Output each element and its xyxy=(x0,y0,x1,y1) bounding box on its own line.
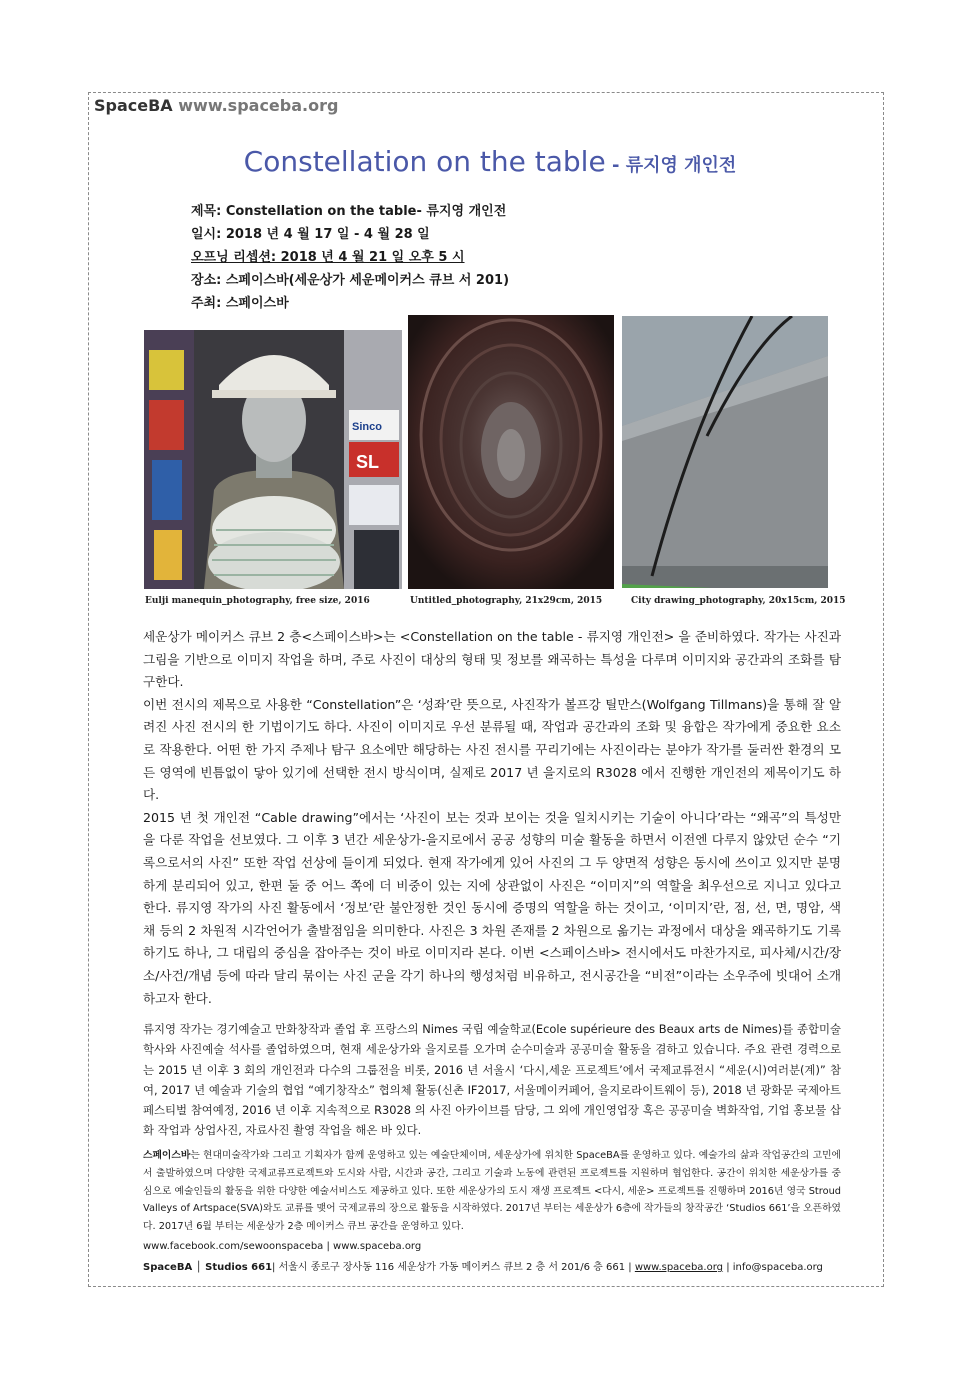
paragraph-constellation: 이번 전시의 제목으로 사용한 “Constellation”은 ‘성좌’란 뜻으로, 사진작가 볼프강 틸만스(Wolfgang Tillmans)을 통해 잘 알려진 사진 전시의 한 기법이기도 하다. 사진이 이미지로 우선 분류될 때, 작업과 공간과의 조화 및 융합은 작가에게 중요한 요소로 작용한다. 어떤 한 가지 주제나 탐구 요소에만 해당하는 사진 전시를 꾸리기에는 사진이라는 분야가 작가를 둘러싼 환경의 모든 영역에 빈틈없이 닿아 있기에 선택한 전시 방식이며, 실제로 2017 년 을지로의 R3028 에서 진행한 개인전의 제목이기도 하다. xyxy=(143,696,841,803)
about-spaceba xyxy=(143,1147,841,1236)
title-sub: - 류지영 개인전 xyxy=(605,155,737,176)
exhibition-info xyxy=(191,200,509,315)
info-venue: 장소: 스페이스바(세운상가 세운메이커스 큐브 서 201) xyxy=(191,273,510,288)
about-lead: 스페이스바 xyxy=(143,1150,191,1161)
header-brand: SpaceBA xyxy=(94,96,173,115)
photo-city-drawing xyxy=(622,316,828,588)
sign-sinco: Sinco xyxy=(352,421,382,433)
main-text xyxy=(143,626,841,1010)
page-title xyxy=(0,145,980,178)
paragraph-cable-drawing: 2015 년 첫 개인전 “Cable drawing”에서는 ‘사진이 보는 것과 보이는 것을 일치시키는 기술이 아니다’라는 “왜곡”의 특성만을 다룬 작업을 선보였다. 그 이후 3 년간 세운상가-을지로에서 공공 성향의 미술 활동을 하면서 이전엔 다루지 않았던 순수 “기록으로서의 사진” 또한 작업 선상에 들이게 되었다. 현재 작가에게 있어 사진의 그 두 양면적 성향은 동시에 쓰이고 있지만 분명하게 분리되어 있고, 한편 둘 중 어느 쪽에 더 비중이 있는 지에 상관없이 사진은 “이미지”의 역할을 최우선으로 지니고 있다고 한다. 류지영 작가의 사진 활동에서 ‘정보’란 불안정한 것인 동시에 증명의 역할을 하는 것이고, ‘이미지’란, 점, 선, 면, 명암, 색채 등의 2 차원적 시각언어가 출발점임을 의미한다. 사진은 3 차원 존재를 2 차원으로 옮기는 과정에서 대상을 왜곡하기도 기록하기도 하나, 그 대립의 중심을 잡아주는 것이 바로 이미지라 본다. 이번 <스페이스바> 전시에서도 마찬가지로, 피사체/시간/장소/사건/개념 등에 따라 달리 묶이는 사진 군을 각기 하나의 행성처럼 비유하고, 전시공간을 “비전”이라는 소우주에 빗대어 소개하고자 한다. xyxy=(143,809,841,1006)
info-date: 일시: 2018 년 4 월 17 일 - 4 월 28 일 xyxy=(191,227,430,242)
artist-bio xyxy=(143,1019,841,1141)
paragraph-intro: 세운상가 메이커스 큐브 2 층<스페이스바>는 <Constellation on the table - 류지영 개인전> 을 준비하였다. 작가는 사진과 그림을 기반으로 이미지 작업을 하며, 주로 사진이 대상의 형태 및 정보를 왜곡하는 특성을 다루며 이미지와 공간과의 조화를 탐구한다. xyxy=(143,629,841,690)
footer xyxy=(143,1258,823,1273)
info-host: 주최: 스페이스바 xyxy=(191,296,289,311)
caption-mannequin: Eulji manequin_photography, free size, 2016 xyxy=(145,596,370,606)
woven-tunnel-image xyxy=(408,315,614,589)
caption-untitled: Untitled_photography, 21x29cm, 2015 xyxy=(410,596,603,606)
about-text: 는 현대미술작가와 그리고 기획자가 함께 운영하고 있는 예술단체이며, 세운상가에 위치한 SpaceBA를 운영하고 있다. 예술가의 삶과 작업공간의 고민에서 출발하였으며 다양한 국제교류프로젝트와 도시와 사람, 시간과 공간, 그리고 기술과 노동에 관련된 프로젝트를 지원하며 협업한다. 공간이 위치한 세운상가를 중심으로 예술인들의 활동을 위한 다양한 예술서비스도 제공하고 있다. 또한 세운상가의 도시 재생 프로젝트 <다시, 세운> 프로젝트를 진행하며 2016년 영국 Stroud Valleys of Artspace(SVA)와도 교류를 맺어 국제교류의 장으로 활동을 시작하였다. 2017년 부터는 세운상가 6층에 작가들의 창작공간 ‘Studios 661’을 오픈하였다. 2017년 6월 부터는 세운상가 2층 메이커스 큐브 공간을 운영하고 있다. xyxy=(143,1150,841,1233)
header-url[interactable]: www.spaceba.org xyxy=(178,96,339,115)
sign-sl: SL xyxy=(356,452,380,472)
info-title: 제목: Constellation on the table- 류지영 개인전 xyxy=(191,204,507,219)
page-header xyxy=(94,96,338,115)
info-reception: 오프닝 리셉션: 2018 년 4 월 21 일 오후 5 시 xyxy=(191,250,465,265)
city-drawing-image xyxy=(622,316,828,588)
footer-address: | 서울시 종로구 장사동 116 세운상가 가동 메이커스 큐브 2 층 서 201/6 층 661 | xyxy=(272,1262,635,1273)
paragraph-about xyxy=(143,1147,841,1236)
footer-web-link[interactable]: www.spaceba.org xyxy=(634,1262,724,1273)
title-main: Constellation on the table xyxy=(243,145,606,178)
photo-untitled xyxy=(408,315,614,589)
caption-city-drawing: City drawing_photography, 20x15cm, 2015 xyxy=(631,596,846,606)
photo-mannequin xyxy=(144,330,402,589)
mannequin-image xyxy=(144,330,402,589)
links-line[interactable]: www.facebook.com/sewoonspaceba | www.spaceba.org xyxy=(143,1241,422,1252)
paragraph-bio: 류지영 작가는 경기예술고 만화창작과 졸업 후 프랑스의 Nimes 국립 예술학교(Ecole supérieure des Beaux arts de Nimes)를 종합미술 학사와 사진예술 석사를 졸업하였으며, 현재 세운상가와 을지로를 오가며 순수미술과 공공미술 활동을 겸하고 있습니다. 주요 관련 경력으로는 2015 년 이후 3 회의 개인전과 다수의 그룹전을 비롯, 2016 년 서울시 ‘다시,세운 프로젝트’에서 국제교류전시 “세운(시)여러분(계)” 참여, 2017 년 예술과 기술의 협업 “예기창작소” 협의체 활동(신촌 IF2017, 서울메이커페어, 을지로라이트웨이 등), 2018 년 광화문 국제아트페스티벌 참여예정, 2016 년 이후 지속적으로 R3028 의 사진 아카이브를 담당, 그 외에 개인영업장 혹은 공공미술 벽화작업, 기업 홍보물 삽화 작업과 상업사진, 자료사진 촬영 작업을 해온 바 있다. xyxy=(143,1022,841,1138)
footer-email[interactable]: | info@spaceba.org xyxy=(723,1262,823,1273)
footer-brand: SpaceBA │ Studios 661 xyxy=(143,1262,273,1273)
